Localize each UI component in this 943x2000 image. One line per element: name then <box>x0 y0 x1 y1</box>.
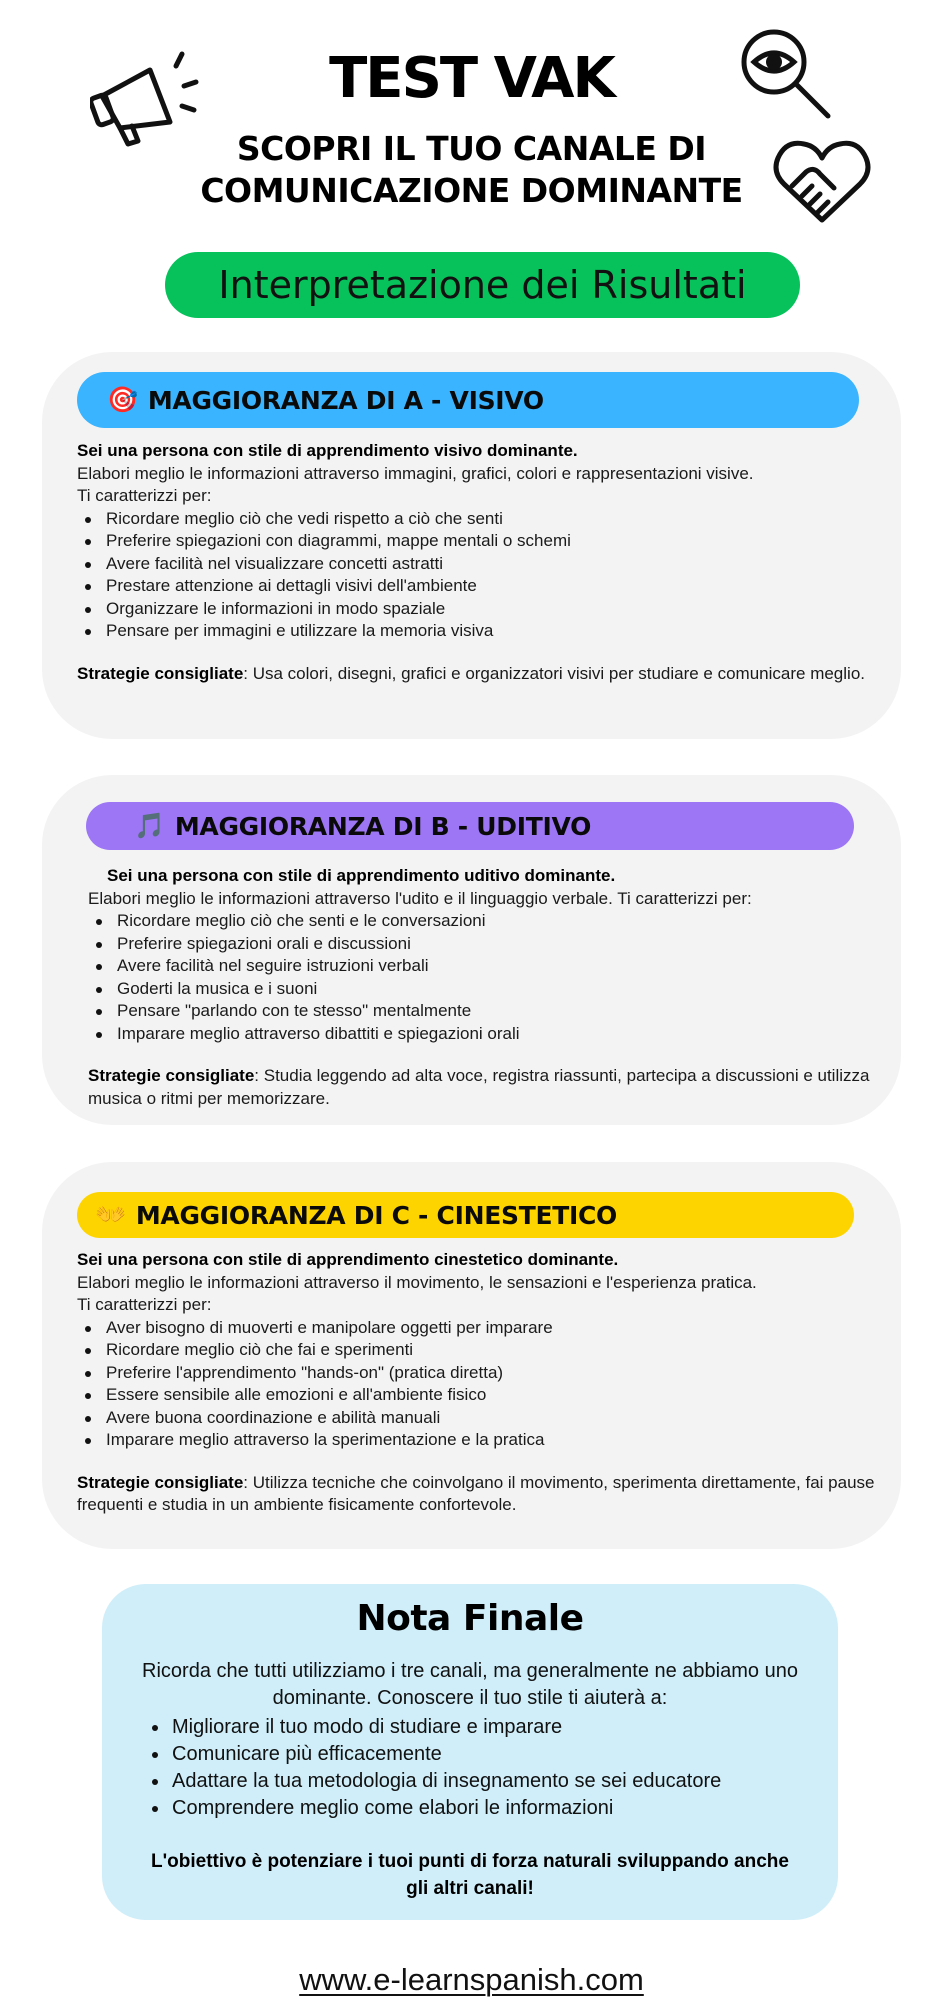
list-item: Avere buona coordinazione e abilità manuali <box>77 1407 877 1430</box>
section-visivo-intro: Elabori meglio le informazioni attraverso immagini, grafici, colori e rappresentazioni visive. <box>77 463 754 483</box>
strategy-label: Strategie consigliate <box>88 1066 255 1085</box>
section-visivo <box>42 352 901 739</box>
section-cinestetico-intro: Elabori meglio le informazioni attraverso il movimento, le sensazioni e l'esperienza pratica. <box>77 1272 757 1292</box>
section-cinestetico-list <box>77 1317 877 1452</box>
list-item: Comprendere meglio come elabori le informazioni <box>142 1795 802 1822</box>
final-note-goal: L'obiettivo è potenziare i tuoi punti di forza naturali sviluppando anche gli altri canali! <box>151 1851 789 1899</box>
list-item: Ricordare meglio ciò che vedi rispetto a ciò che senti <box>77 508 877 531</box>
strategy-text: : Utilizza tecniche che coinvolgano il movimento, sperimenta direttamente, fai pause frequenti e studia in un ambiente fisicamente confortevole. <box>77 1472 875 1514</box>
section-uditivo-band <box>86 802 854 850</box>
list-item: Ricordare meglio ciò che fai e sperimenti <box>77 1339 877 1362</box>
target-icon: 🎯 <box>107 385 138 414</box>
section-uditivo-title: MAGGIORANZA DI B - UDITIVO <box>174 811 592 841</box>
section-visivo-strategy <box>77 663 877 686</box>
list-item: Essere sensibile alle emozioni e all'ambiente fisico <box>77 1384 877 1407</box>
section-uditivo-lead: Sei una persona con stile di apprendimento uditivo dominante. <box>107 866 616 885</box>
strategy-label: Strategie consigliate <box>77 1472 244 1492</box>
section-visivo-band <box>77 372 859 428</box>
results-heading: Interpretazione dei Risultati <box>165 252 800 318</box>
website-link[interactable]: www.e-learnspanish.com <box>299 1962 644 1997</box>
list-item: Imparare meglio attraverso dibattiti e spiegazioni orali <box>88 1023 878 1046</box>
strategy-text: : Usa colori, disegni, grafici e organizzatori visivi per studiare e comunicare meglio. <box>243 663 865 683</box>
list-item: Ricordare meglio ciò che senti e le conversazioni <box>88 910 878 933</box>
list-item: Imparare meglio attraverso la sperimentazione e la pratica <box>77 1429 877 1452</box>
list-item: Pensare "parlando con te stesso" mentalmente <box>88 1000 878 1023</box>
section-cinestetico-lead: Sei una persona con stile di apprendimento cinestetico dominante. <box>77 1250 619 1269</box>
list-item: Pensare per immagini e utilizzare la memoria visiva <box>77 620 877 643</box>
list-item: Organizzare le informazioni in modo spaziale <box>77 598 877 621</box>
list-item: Comunicare più efficacemente <box>142 1741 802 1768</box>
section-uditivo-body <box>88 865 878 1110</box>
section-uditivo-strategy <box>88 1065 878 1110</box>
section-cinestetico-body <box>77 1249 877 1517</box>
megaphone-icon <box>90 44 200 149</box>
section-uditivo-list <box>88 910 878 1045</box>
section-cinestetico-title: MAGGIORANZA DI C - CINESTETICO <box>135 1200 617 1230</box>
section-cinestetico <box>42 1162 901 1549</box>
list-item: Prestare attenzione ai dettagli visivi dell'ambiente <box>77 575 877 598</box>
section-visivo-lead: Sei una persona con stile di apprendimento visivo dominante. <box>77 441 578 460</box>
list-item: Preferire spiegazioni orali e discussioni <box>88 933 878 956</box>
final-note-title: Nota Finale <box>356 1598 584 1639</box>
section-cinestetico-band <box>77 1192 854 1238</box>
open-hands-icon: 👐 <box>95 1200 126 1229</box>
final-note-list <box>142 1714 802 1822</box>
section-uditivo-intro: Elabori meglio le informazioni attraverso l'udito e il linguaggio verbale. Ti caratterizzi per: <box>88 888 752 908</box>
list-item: Goderti la musica e i suoni <box>88 978 878 1001</box>
section-cinestetico-intro2: Ti caratterizzi per: <box>77 1295 212 1314</box>
list-item: Adattare la tua metodologia di insegnamento se sei educatore <box>142 1768 802 1795</box>
strategy-text: : Studia leggendo ad alta voce, registra riassunti, partecipa a discussioni e utilizza musica o ritmi per memorizzare. <box>88 1066 870 1108</box>
strategy-label: Strategie consigliate <box>77 663 244 683</box>
section-visivo-list <box>77 508 877 643</box>
section-cinestetico-strategy <box>77 1472 877 1517</box>
section-uditivo <box>42 775 901 1125</box>
section-visivo-intro2: Ti caratterizzi per: <box>77 486 212 505</box>
list-item: Avere facilità nel seguire istruzioni verbali <box>88 955 878 978</box>
eye-magnifier-icon <box>736 28 836 123</box>
final-note-text: Ricorda che tutti utilizziamo i tre canali, ma generalmente ne abbiamo uno dominante. Conoscere il tuo stile ti aiuterà a: <box>142 1660 798 1709</box>
heart-handshake-icon <box>772 136 872 226</box>
page-subtitle: SCOPRI IL TUO CANALE DI COMUNICAZIONE DOMINANTE <box>200 129 743 210</box>
final-note <box>102 1584 838 1920</box>
section-visivo-body <box>77 440 877 685</box>
section-visivo-title: MAGGIORANZA DI A - VISIVO <box>147 385 544 415</box>
list-item: Preferire l'apprendimento "hands-on" (pratica diretta) <box>77 1362 877 1385</box>
list-item: Aver bisogno di muoverti e manipolare oggetti per imparare <box>77 1317 877 1340</box>
music-note-icon: 🎵 <box>134 811 165 840</box>
list-item: Migliorare il tuo modo di studiare e imparare <box>142 1714 802 1741</box>
page-title: TEST VAK <box>329 46 614 111</box>
list-item: Avere facilità nel visualizzare concetti astratti <box>77 553 877 576</box>
list-item: Preferire spiegazioni con diagrammi, mappe mentali o schemi <box>77 530 877 553</box>
